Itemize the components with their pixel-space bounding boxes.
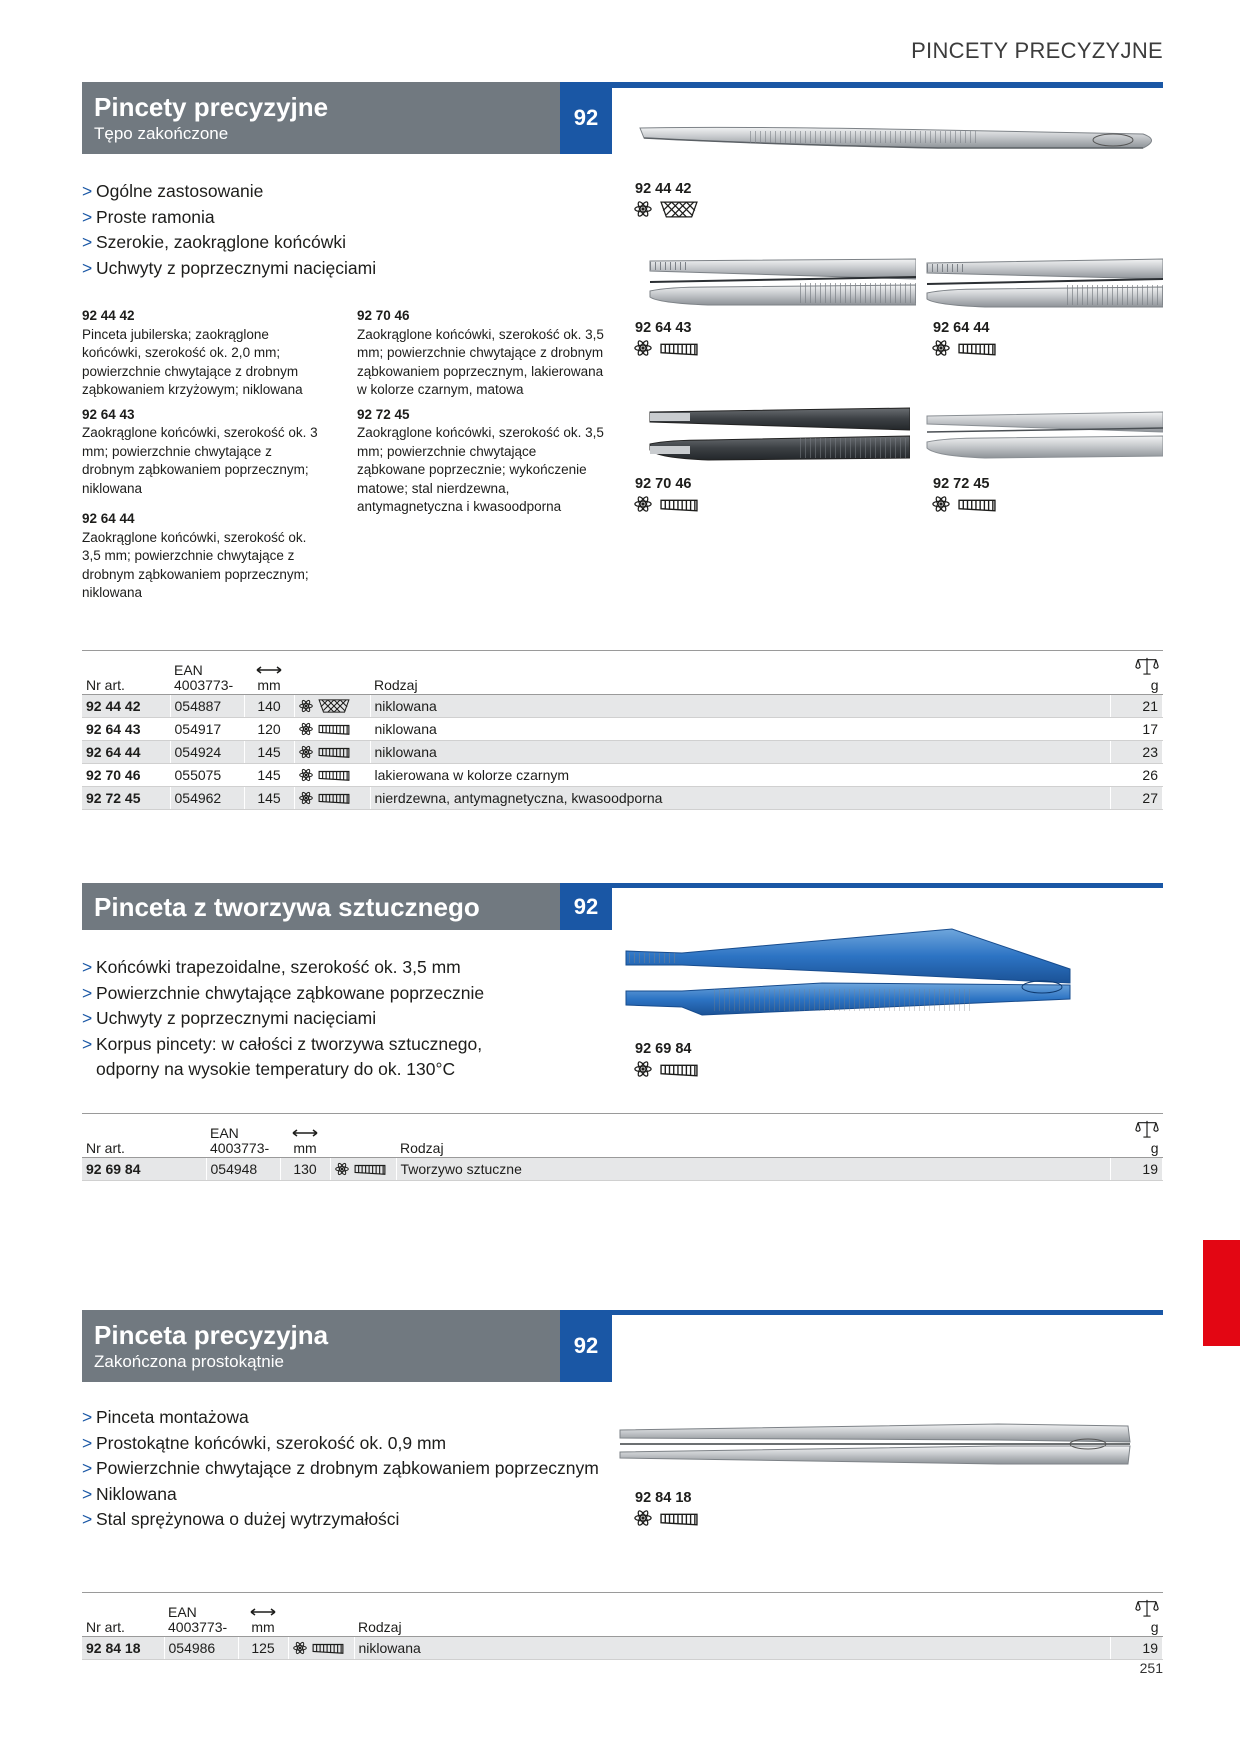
cell-symbols <box>330 1158 396 1181</box>
col-header-rodzaj: Rodzaj <box>396 1114 1111 1158</box>
cell-rodzaj: niklowana <box>370 718 1111 741</box>
table-header-row <box>82 1114 1163 1158</box>
feature-item: > Proste ramonia <box>82 206 215 227</box>
desc-code: 92 44 42 <box>82 308 135 323</box>
table-row[interactable] <box>82 787 1163 810</box>
table-header-row <box>82 651 1163 695</box>
symbol-row <box>634 1058 698 1080</box>
table-row[interactable] <box>82 741 1163 764</box>
cell-mm: 145 <box>244 741 294 764</box>
symbol-row <box>634 493 698 515</box>
cell-weight: 27 <box>1111 787 1163 810</box>
weight-scale-icon <box>1135 1599 1159 1617</box>
feature-item: > Powierzchnie chwytające ząbkowane poprzecznie <box>82 982 485 1003</box>
antimagnetic-atom-icon <box>293 1641 307 1655</box>
antimagnetic-atom-icon <box>932 339 950 357</box>
feature-item: > Powierzchnie chwytające z drobnym ząbkowaniem poprzecznym <box>82 1458 599 1478</box>
feature-list <box>82 179 376 281</box>
cell-ean: 054924 <box>170 741 244 764</box>
cell-rodzaj: nierdzewna, antymagnetyczna, kwasoodporna <box>370 787 1111 810</box>
antimagnetic-atom-icon <box>634 1509 652 1527</box>
col-header-ean: EAN 4003773- <box>170 651 244 695</box>
desc-text: Zaokrąglone końcówki, szerokość ok. 3,5 mm; powierzchnie chwytające z drobnym ząbkowaniem poprzecznym, lakierowana w kolorze czarnym, matowa <box>357 326 604 397</box>
antimagnetic-atom-icon <box>634 339 652 357</box>
transverse-serration-icon <box>317 722 351 736</box>
section-subtitle: Tępo zakończone <box>94 124 229 143</box>
section-subtitle: Zakończona prostokątnie <box>94 1352 284 1371</box>
cell-rodzaj: niklowana <box>354 1637 1111 1660</box>
cell-rodzaj: Tworzywo sztuczne <box>396 1158 1111 1181</box>
transverse-serration-icon <box>958 340 996 357</box>
cell-mm: 130 <box>280 1158 330 1181</box>
cell-weight: 19 <box>1111 1637 1163 1660</box>
desc-code: 92 72 45 <box>357 406 410 422</box>
col-header-symbols <box>330 1114 396 1158</box>
col-header-mm: mm <box>280 1114 330 1158</box>
image-label: 92 44 42 <box>635 181 692 197</box>
symbol-row <box>634 1507 698 1529</box>
feature-list <box>82 1405 599 1533</box>
length-arrow-icon <box>256 665 282 675</box>
col-header-weight: g <box>1111 1593 1163 1637</box>
cell-ean: 054986 <box>164 1637 238 1660</box>
cell-symbols <box>288 1637 354 1660</box>
cell-symbols <box>294 695 370 718</box>
section-title: Pinceta precyzyjna <box>94 1320 329 1350</box>
cell-mm: 125 <box>238 1637 288 1660</box>
feature-item: > Stal sprężynowa o dużej wytrzymałości <box>82 1509 400 1529</box>
image-label: 92 72 45 <box>933 476 990 492</box>
plastic-tweezers-image <box>622 925 1077 1017</box>
symbol-row <box>634 198 698 220</box>
section-title-bar <box>82 883 560 930</box>
cell-rodzaj: niklowana <box>370 695 1111 718</box>
cell-mm: 120 <box>244 718 294 741</box>
transverse-serration-icon <box>317 768 351 782</box>
weight-scale-icon <box>1135 657 1159 675</box>
desc-text: Zaokrąglone końcówki, szerokość ok. 3 mm; powierzchnie chwytające z drobnym ząbkowaniem poprzecznym; niklowana <box>82 425 318 496</box>
symbol-row <box>634 337 698 359</box>
group-number-badge: 92 <box>560 883 612 930</box>
antimagnetic-atom-icon <box>299 699 313 713</box>
col-header-mm: mm <box>238 1593 288 1637</box>
cell-weight: 17 <box>1111 718 1163 741</box>
feature-item: > Niklowana <box>82 1483 177 1504</box>
transverse-serration-icon <box>660 340 698 357</box>
cell-rodzaj: niklowana <box>370 741 1111 764</box>
col-header-symbols <box>288 1593 354 1637</box>
cell-code: 92 72 45 <box>82 787 170 810</box>
product-table <box>82 1592 1163 1660</box>
col-header-weight: g <box>1111 651 1163 695</box>
section-title: Pincety precyzyjne <box>94 92 329 122</box>
feature-item: > Korpus pincety: w całości z tworzywa sztucznego, <box>82 1033 483 1054</box>
cross-serration-icon <box>660 201 698 218</box>
feature-item: > Uchwyty z poprzecznymi nacięciami <box>82 257 377 278</box>
cell-code: 92 70 46 <box>82 764 170 787</box>
group-number-badge: 92 <box>560 82 612 154</box>
cell-symbols <box>294 764 370 787</box>
product-table <box>82 1113 1163 1181</box>
cell-code: 92 69 84 <box>82 1158 206 1181</box>
cell-ean: 054887 <box>170 695 244 718</box>
antimagnetic-atom-icon <box>634 495 652 513</box>
antimagnetic-atom-icon <box>299 745 313 759</box>
feature-item: > Ogólne zastosowanie <box>82 181 264 201</box>
feature-item: odporny na wysokie temperatury do ok. 130°C <box>96 1059 456 1079</box>
product-descriptions-left <box>82 307 322 603</box>
col-header-rodzaj: Rodzaj <box>370 651 1111 695</box>
running-header: PINCETY PRECYZYJNE <box>911 38 1163 63</box>
cell-ean: 054962 <box>170 787 244 810</box>
transverse-serration-icon <box>311 1641 345 1655</box>
cell-weight: 26 <box>1111 764 1163 787</box>
tweezers-image-924442 <box>638 118 1163 162</box>
feature-item: > Pinceta montażowa <box>82 1407 249 1427</box>
cell-mm: 140 <box>244 695 294 718</box>
chapter-tab <box>1203 1240 1240 1346</box>
table-row[interactable] <box>82 695 1163 718</box>
transverse-serration-icon <box>317 791 351 805</box>
tweezers-image-926443 <box>648 255 916 311</box>
col-header-nr: Nr art. <box>82 1114 206 1158</box>
length-arrow-icon <box>292 1128 318 1138</box>
image-label: 92 84 18 <box>635 1490 692 1506</box>
cell-symbols <box>294 787 370 810</box>
section-title-bar <box>82 82 560 154</box>
desc-code: 92 64 43 <box>82 406 135 422</box>
transverse-serration-icon <box>660 496 698 513</box>
desc-text: Pinceta jubilerska; zaokrąglone końcówki, szerokość ok. 2,0 mm; powierzchnie chwytające z drobnym ząbkowaniem krzyżowym; niklowana <box>82 326 303 397</box>
feature-item: > Szerokie, zaokrąglone końcówki <box>82 232 346 252</box>
group-number-badge: 92 <box>560 1310 612 1382</box>
col-header-nr: Nr art. <box>82 651 170 695</box>
cell-code: 92 44 42 <box>82 695 170 718</box>
desc-text: Zaokrąglone końcówki, szerokość ok. 3,5 mm; powierzchnie chwytające ząbkowane poprzecznie; wykończenie matowe; stal nierdzewna, antymagnetyczna i kwasoodporna <box>357 425 604 514</box>
cell-code: 92 84 18 <box>82 1637 164 1660</box>
table-row[interactable] <box>82 1637 1163 1660</box>
page-number: 251 <box>1139 1660 1163 1676</box>
table-row[interactable] <box>82 1158 1163 1181</box>
desc-code: 92 64 44 <box>82 511 135 526</box>
product-descriptions-right <box>357 307 607 517</box>
col-header-symbols <box>294 651 370 695</box>
cell-mm: 145 <box>244 764 294 787</box>
col-header-rodzaj: Rodzaj <box>354 1593 1111 1637</box>
transverse-serration-icon <box>353 1162 387 1176</box>
tweezers-image-928418 <box>618 1420 1134 1468</box>
col-header-weight: g <box>1111 1114 1163 1158</box>
section-title-bar <box>82 1310 560 1382</box>
transverse-serration-icon <box>958 496 996 513</box>
cell-rodzaj: lakierowana w kolorze czarnym <box>370 764 1111 787</box>
cell-weight: 23 <box>1111 741 1163 764</box>
product-table <box>82 650 1163 810</box>
cell-ean: 054948 <box>206 1158 280 1181</box>
antimagnetic-atom-icon <box>634 1060 652 1078</box>
antimagnetic-atom-icon <box>299 722 313 736</box>
desc-text: Zaokrąglone końcówki, szerokość ok. 3,5 mm; powierzchnie chwytające z drobnym ząbkowaniem poprzecznym; niklowana <box>82 529 309 600</box>
image-label: 92 64 44 <box>933 320 990 336</box>
transverse-serration-icon <box>660 1510 698 1527</box>
cell-code: 92 64 43 <box>82 718 170 741</box>
cell-weight: 21 <box>1111 695 1163 718</box>
desc-code: 92 70 46 <box>357 308 410 323</box>
symbol-row <box>932 493 996 515</box>
tweezers-image-927046 <box>648 404 910 464</box>
table-header-row <box>82 1593 1163 1637</box>
section-title: Pinceta z tworzywa sztucznego <box>94 892 480 922</box>
col-header-ean: EAN 4003773- <box>164 1593 238 1637</box>
cell-symbols <box>294 718 370 741</box>
cell-weight: 19 <box>1111 1158 1163 1181</box>
cross-serration-icon <box>317 699 351 713</box>
antimagnetic-atom-icon <box>299 791 313 805</box>
transverse-serration-icon <box>660 1061 698 1078</box>
table-row[interactable] <box>82 718 1163 741</box>
image-label: 92 70 46 <box>635 476 692 492</box>
weight-scale-icon <box>1135 1120 1159 1138</box>
antimagnetic-atom-icon <box>932 495 950 513</box>
cell-symbols <box>294 741 370 764</box>
tweezers-image-926444 <box>925 255 1163 311</box>
symbol-row <box>932 337 996 359</box>
table-row[interactable] <box>82 764 1163 787</box>
cell-code: 92 64 44 <box>82 741 170 764</box>
antimagnetic-atom-icon <box>634 200 652 218</box>
cell-mm: 145 <box>244 787 294 810</box>
length-arrow-icon <box>250 1607 276 1617</box>
image-label: 92 64 43 <box>635 320 692 336</box>
tweezers-image-927245 <box>925 410 1163 460</box>
antimagnetic-atom-icon <box>299 768 313 782</box>
cell-ean: 054917 <box>170 718 244 741</box>
feature-list <box>82 955 484 1083</box>
col-header-ean: EAN 4003773- <box>206 1114 280 1158</box>
image-label: 92 69 84 <box>635 1041 692 1057</box>
antimagnetic-atom-icon <box>335 1162 349 1176</box>
feature-item: > Uchwyty z poprzecznymi nacięciami <box>82 1008 377 1028</box>
col-header-nr: Nr art. <box>82 1593 164 1637</box>
feature-item: > Prostokątne końcówki, szerokość ok. 0,9 mm <box>82 1432 447 1453</box>
col-header-mm: mm <box>244 651 294 695</box>
transverse-serration-icon <box>317 745 351 759</box>
cell-ean: 055075 <box>170 764 244 787</box>
feature-item: > Końcówki trapezoidalne, szerokość ok. 3,5 mm <box>82 957 461 977</box>
